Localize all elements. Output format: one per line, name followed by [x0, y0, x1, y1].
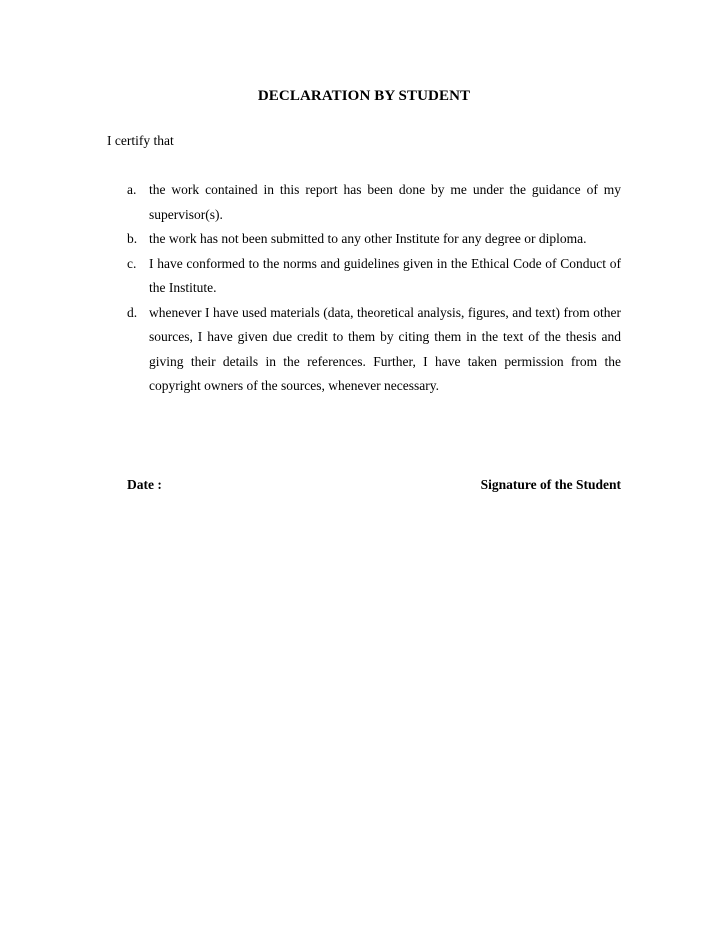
list-marker: d.: [127, 304, 138, 320]
declaration-title: DECLARATION BY STUDENT: [257, 88, 471, 104]
list-item: [127, 178, 621, 227]
list-item: [127, 301, 621, 399]
list-item-text: the work has not been submitted to any other Institute for any degree or diploma.: [149, 231, 587, 246]
list-item-text: the work contained in this report has been done by me under the guidance of my supervisor(s).: [149, 182, 621, 222]
date-label: Date :: [127, 477, 162, 492]
list-marker: b.: [127, 231, 138, 246]
certify-intro: I certify that: [107, 133, 174, 148]
list-item: [127, 227, 621, 252]
list-item: [127, 252, 621, 301]
signature-label: Signature of the Student: [480, 477, 621, 492]
list-item-text: whenever I have used materials (data, theoretical analysis, figures, and text) from other sources, I have given due credit to them by citing them in the text of the thesis and giving their details in the references. Further, I have taken permission from the copyright owners of the sources, whenever necessary.: [149, 304, 621, 393]
declaration-list: [127, 178, 621, 399]
list-marker: c.: [127, 255, 137, 271]
list-marker: a.: [127, 182, 137, 197]
list-item-text: I have conformed to the norms and guidelines given in the Ethical Code of Conduct of the Institute.: [149, 255, 621, 295]
